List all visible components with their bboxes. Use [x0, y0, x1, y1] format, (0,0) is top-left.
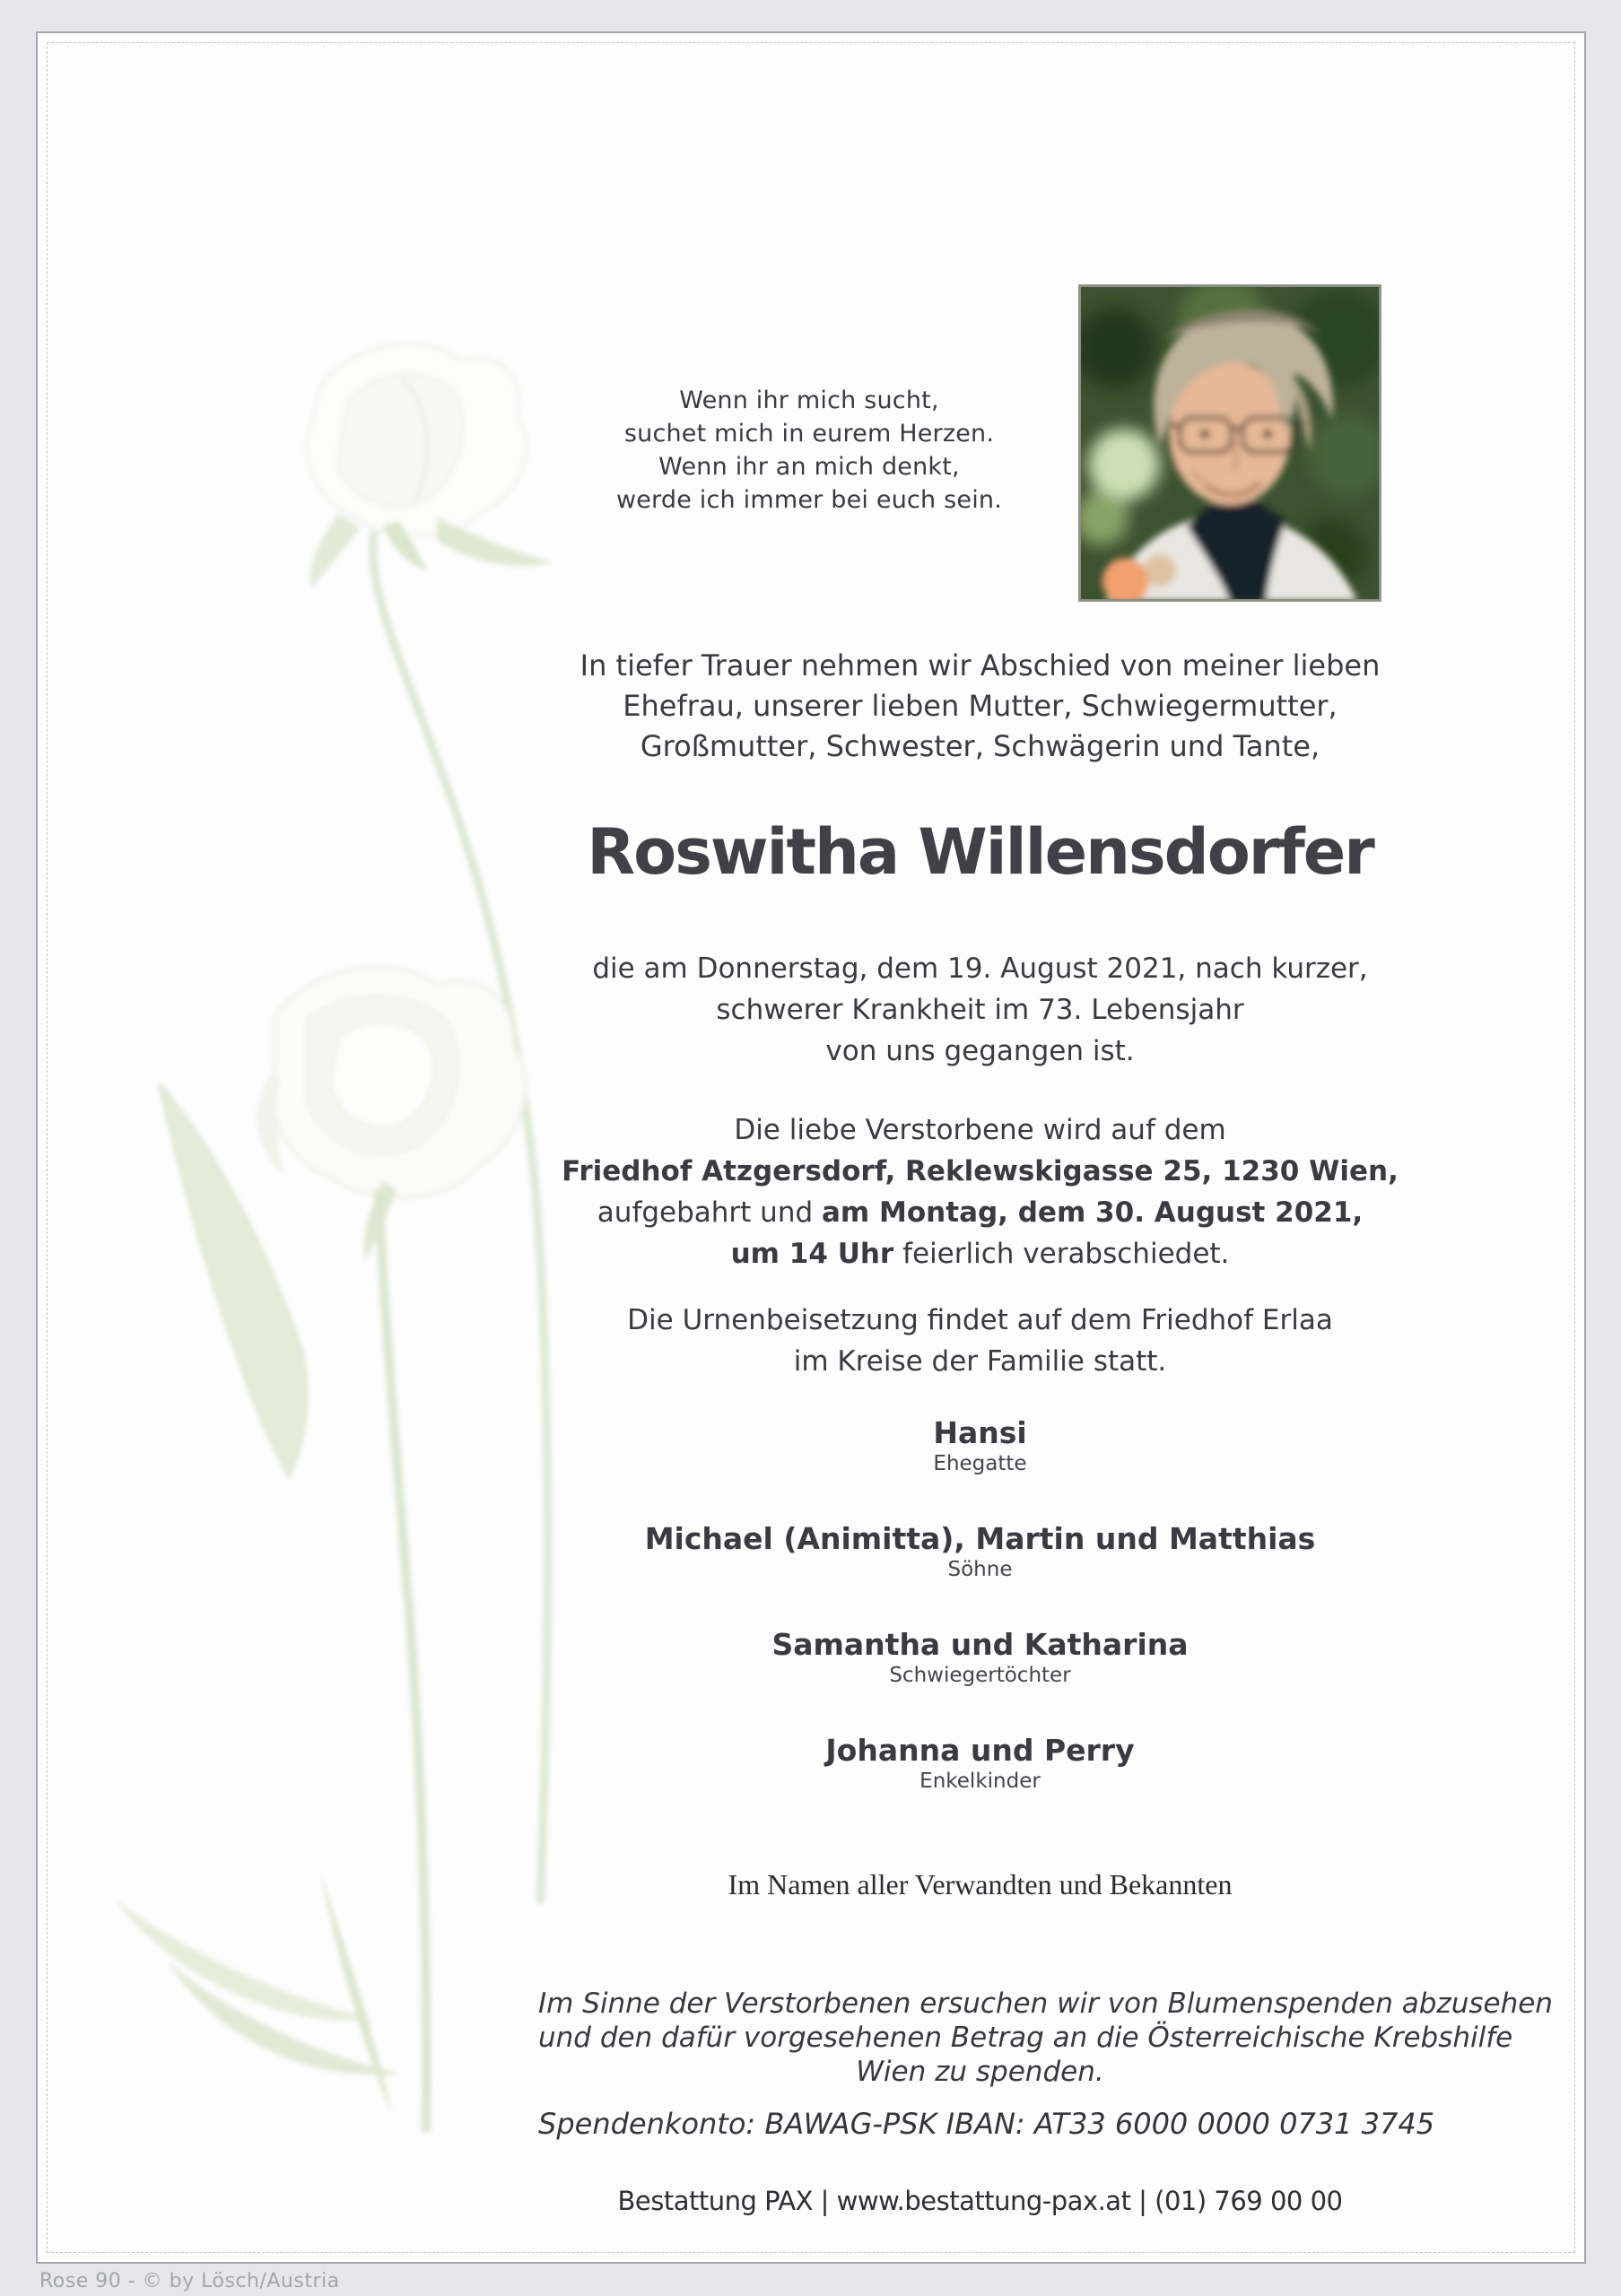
deceased-name: Roswitha Willensdorfer [587, 815, 1373, 889]
funeral-text: feierlich verabschiedet. [893, 1238, 1230, 1270]
mourner-relation: Enkelkinder [919, 1770, 1041, 1793]
card-design-watermark: Rose 90 - © by Lösch/Austria [39, 2270, 340, 2292]
death-info-paragraph [538, 948, 1422, 1072]
mourners-list [538, 1415, 1422, 1839]
donation-line: Im Sinne der Verstorbenen ersuchen wir von Blumenspenden abzusehen [538, 1987, 1553, 2020]
mourner-names: Hansi [933, 1415, 1027, 1450]
mourner-names: Johanna und Perry [825, 1733, 1135, 1768]
funeral-text: aufgebahrt und [597, 1196, 823, 1229]
portrait-photo [1078, 284, 1381, 602]
funeral-home-footer: Bestattung PAX | www.bestattung-pax.at | (01) 769 00 00 [617, 2186, 1343, 2216]
closing-line: Im Namen aller Verwandten und Bekannten [728, 1868, 1233, 1900]
poem-line: werde ich immer bei euch sein. [615, 486, 1003, 514]
intro-line: Ehefrau, unserer lieben Mutter, Schwiegermutter, [623, 689, 1338, 723]
donation-paragraph [538, 1987, 1553, 2089]
funeral-time: um 14 Uhr [730, 1238, 894, 1270]
poem-line: Wenn ihr mich sucht, [679, 387, 939, 414]
death-info-line: von uns gegangen ist. [825, 1035, 1135, 1067]
funeral-info-paragraph [538, 1109, 1422, 1274]
mourner-relation: Schwiegertöchter [889, 1664, 1071, 1687]
mourner-relation: Ehegatte [933, 1452, 1027, 1475]
cemetery-address: Friedhof Atzgersdorf, Reklewskigasse 25, 1230 Wien, [562, 1155, 1399, 1187]
mourner-names: Samantha und Katharina [771, 1627, 1189, 1662]
death-info-line: die am Donnerstag, dem 19. August 2021, nach kurzer, [592, 952, 1368, 985]
funeral-info-line: Die liebe Verstorbene wird auf dem [734, 1114, 1226, 1146]
mourner-relation: Söhne [947, 1558, 1013, 1581]
funeral-info-line [538, 1233, 1422, 1274]
mourner-names: Michael (Animitta), Martin und Matthias [644, 1521, 1316, 1556]
mourner-group [538, 1627, 1422, 1688]
poem-line: Wenn ihr an mich denkt, [658, 453, 960, 481]
poem-line: suchet mich in eurem Herzen. [623, 420, 995, 448]
funeral-date: am Montag, dem 30. August 2021, [822, 1196, 1364, 1229]
intro-line: Großmutter, Schwester, Schwägerin und Tante, [640, 729, 1320, 763]
intro-paragraph [538, 646, 1422, 767]
funeral-info-line [538, 1151, 1422, 1192]
intro-line: In tiefer Trauer nehmen wir Abschied von meiner lieben [580, 648, 1381, 683]
death-info-line: schwerer Krankheit im 73. Lebensjahr [716, 994, 1244, 1026]
urn-info-line: im Kreise der Familie statt. [793, 1345, 1167, 1378]
urn-info-paragraph [538, 1300, 1422, 1382]
donation-account: Spendenkonto: BAWAG-PSK IBAN: AT33 6000 0000 0731 3745 [538, 2107, 1435, 2141]
donation-line: und den dafür vorgesehenen Betrag an die Österreichische Krebshilfe [538, 2022, 1513, 2054]
donation-line: Wien zu spenden. [856, 2056, 1104, 2088]
urn-info-line: Die Urnenbeisetzung findet auf dem Friedhof Erlaa [627, 1304, 1333, 1336]
obituary-card [36, 31, 1586, 2264]
mourner-group [538, 1415, 1422, 1476]
funeral-info-line [538, 1192, 1422, 1233]
memorial-poem [522, 384, 1096, 517]
mourner-group [538, 1521, 1422, 1582]
mourner-group [538, 1733, 1422, 1794]
